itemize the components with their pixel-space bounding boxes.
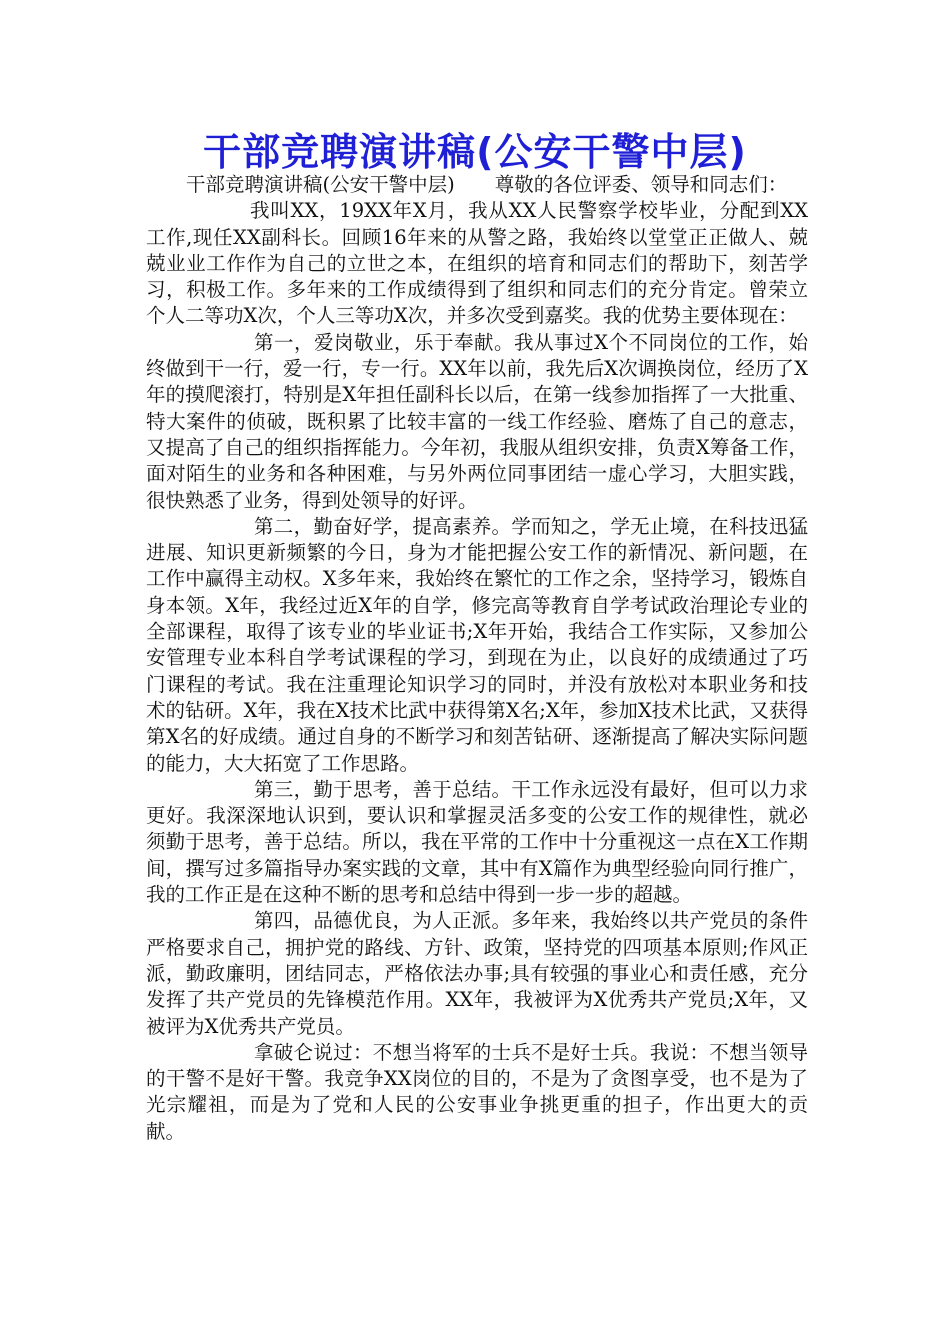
paragraph-third: 第三，勤于思考，善于总结。干工作永远没有最好，但可以力求更好。我深深地认识到，要认识和掌握灵活多变的公安工作的规律性，就必须勤于思考，善于总结。所以，我在平常的工作中十分重视这一点在X工作期间，撰写过多篇指导办案实践的文章，其中有X篇作为典型经验向同行推广，我的工作正是在这种不断的思考和总结中得到一步一步的超越。	[146, 777, 808, 907]
paragraph-intro: 我叫XX，19XX年X月，我从XX人民警察学校毕业，分配到XX工作,现任XX副科长。回顾16年来的从警之路，我始终以堂堂正正做人、兢兢业业工作作为自己的立世之本，在组织的培育和同志们的帮助下，刻苦学习，积极工作。多年来的工作成绩得到了组织和同志们的充分肯定。曾荣立个人二等功X次，个人三等功X次，并多次受到嘉奖。我的优势主要体现在：	[146, 199, 808, 328]
document-body	[146, 172, 808, 1145]
paragraph-closing: 拿破仑说过：不想当将军的士兵不是好士兵。我说：不想当领导的干警不是好干警。我竞争XX岗位的目的，不是为了贪图享受，也不是为了光宗耀祖，而是为了党和人民的公安事业争挑更重的担子，作出更大的贡献。	[146, 1040, 808, 1143]
document-title: 干部竞聘演讲稿(公安干警中层)	[203, 130, 747, 174]
paragraph-second: 第二，勤奋好学，提高素养。学而知之，学无止境，在科技迅猛进展、知识更新频繁的今日，身为才能把握公安工作的新情况、新问题，在工作中赢得主动权。X多年来，我始终在繁忙的工作之余，坚持学习，锻炼自身本领。X年，我经过近X年的自学，修完高等教育自学考试政治理论专业的全部课程，取得了该专业的毕业证书;X年开始，我结合工作实际，又参加公安管理专业本科自学考试课程的学习，到现在为止，以良好的成绩通过了巧门课程的考试。我在注重理论知识学习的同时，并没有放松对本职业务和技术的钻研。X年，我在X技术比武中获得第X名;X年，参加X技术比武，又获得第X名的好成绩。通过自身的不断学习和刻苦钻研、逐渐提高了解决实际问题的能力，大大拓宽了工作思路。	[146, 514, 808, 775]
paragraph-first: 第一，爱岗敬业，乐于奉献。我从事过X个不同岗位的工作，始终做到干一行，爱一行，专一行。XX年以前，我先后X次调换岗位，经历了X年的摸爬滚打，特别是X年担任副科长以后，在第一线参加指挥了一大批重、特大案件的侦破，既积累了比较丰富的一线工作经验、磨炼了自己的意志，又提高了自己的组织指挥能力。今年初，我服从组织安排，负责X筹备工作，面对陌生的业务和各种困难，与另外两位同事团结一虚心学习，大胆实践，很快熟悉了业务，得到处领导的好评。	[146, 330, 808, 512]
opening-line	[146, 172, 808, 198]
greeting: 尊敬的各位评委、领导和同志们：	[494, 173, 788, 196]
subtitle-repeat: 干部竞聘演讲稿(公安干警中层)	[186, 173, 455, 196]
paragraph-fourth: 第四，品德优良，为人正派。多年来，我始终以共产党员的条件严格要求自己，拥护党的路线、方针、政策，坚持党的四项基本原则;作风正派，勤政廉明，团结同志，严格依法办事;具有较强的事业心和责任感，充分发挥了共产党员的先锋模范作用。XX年，我被评为X优秀共产党员;X年，又被评为X优秀共产党员。	[146, 909, 808, 1038]
